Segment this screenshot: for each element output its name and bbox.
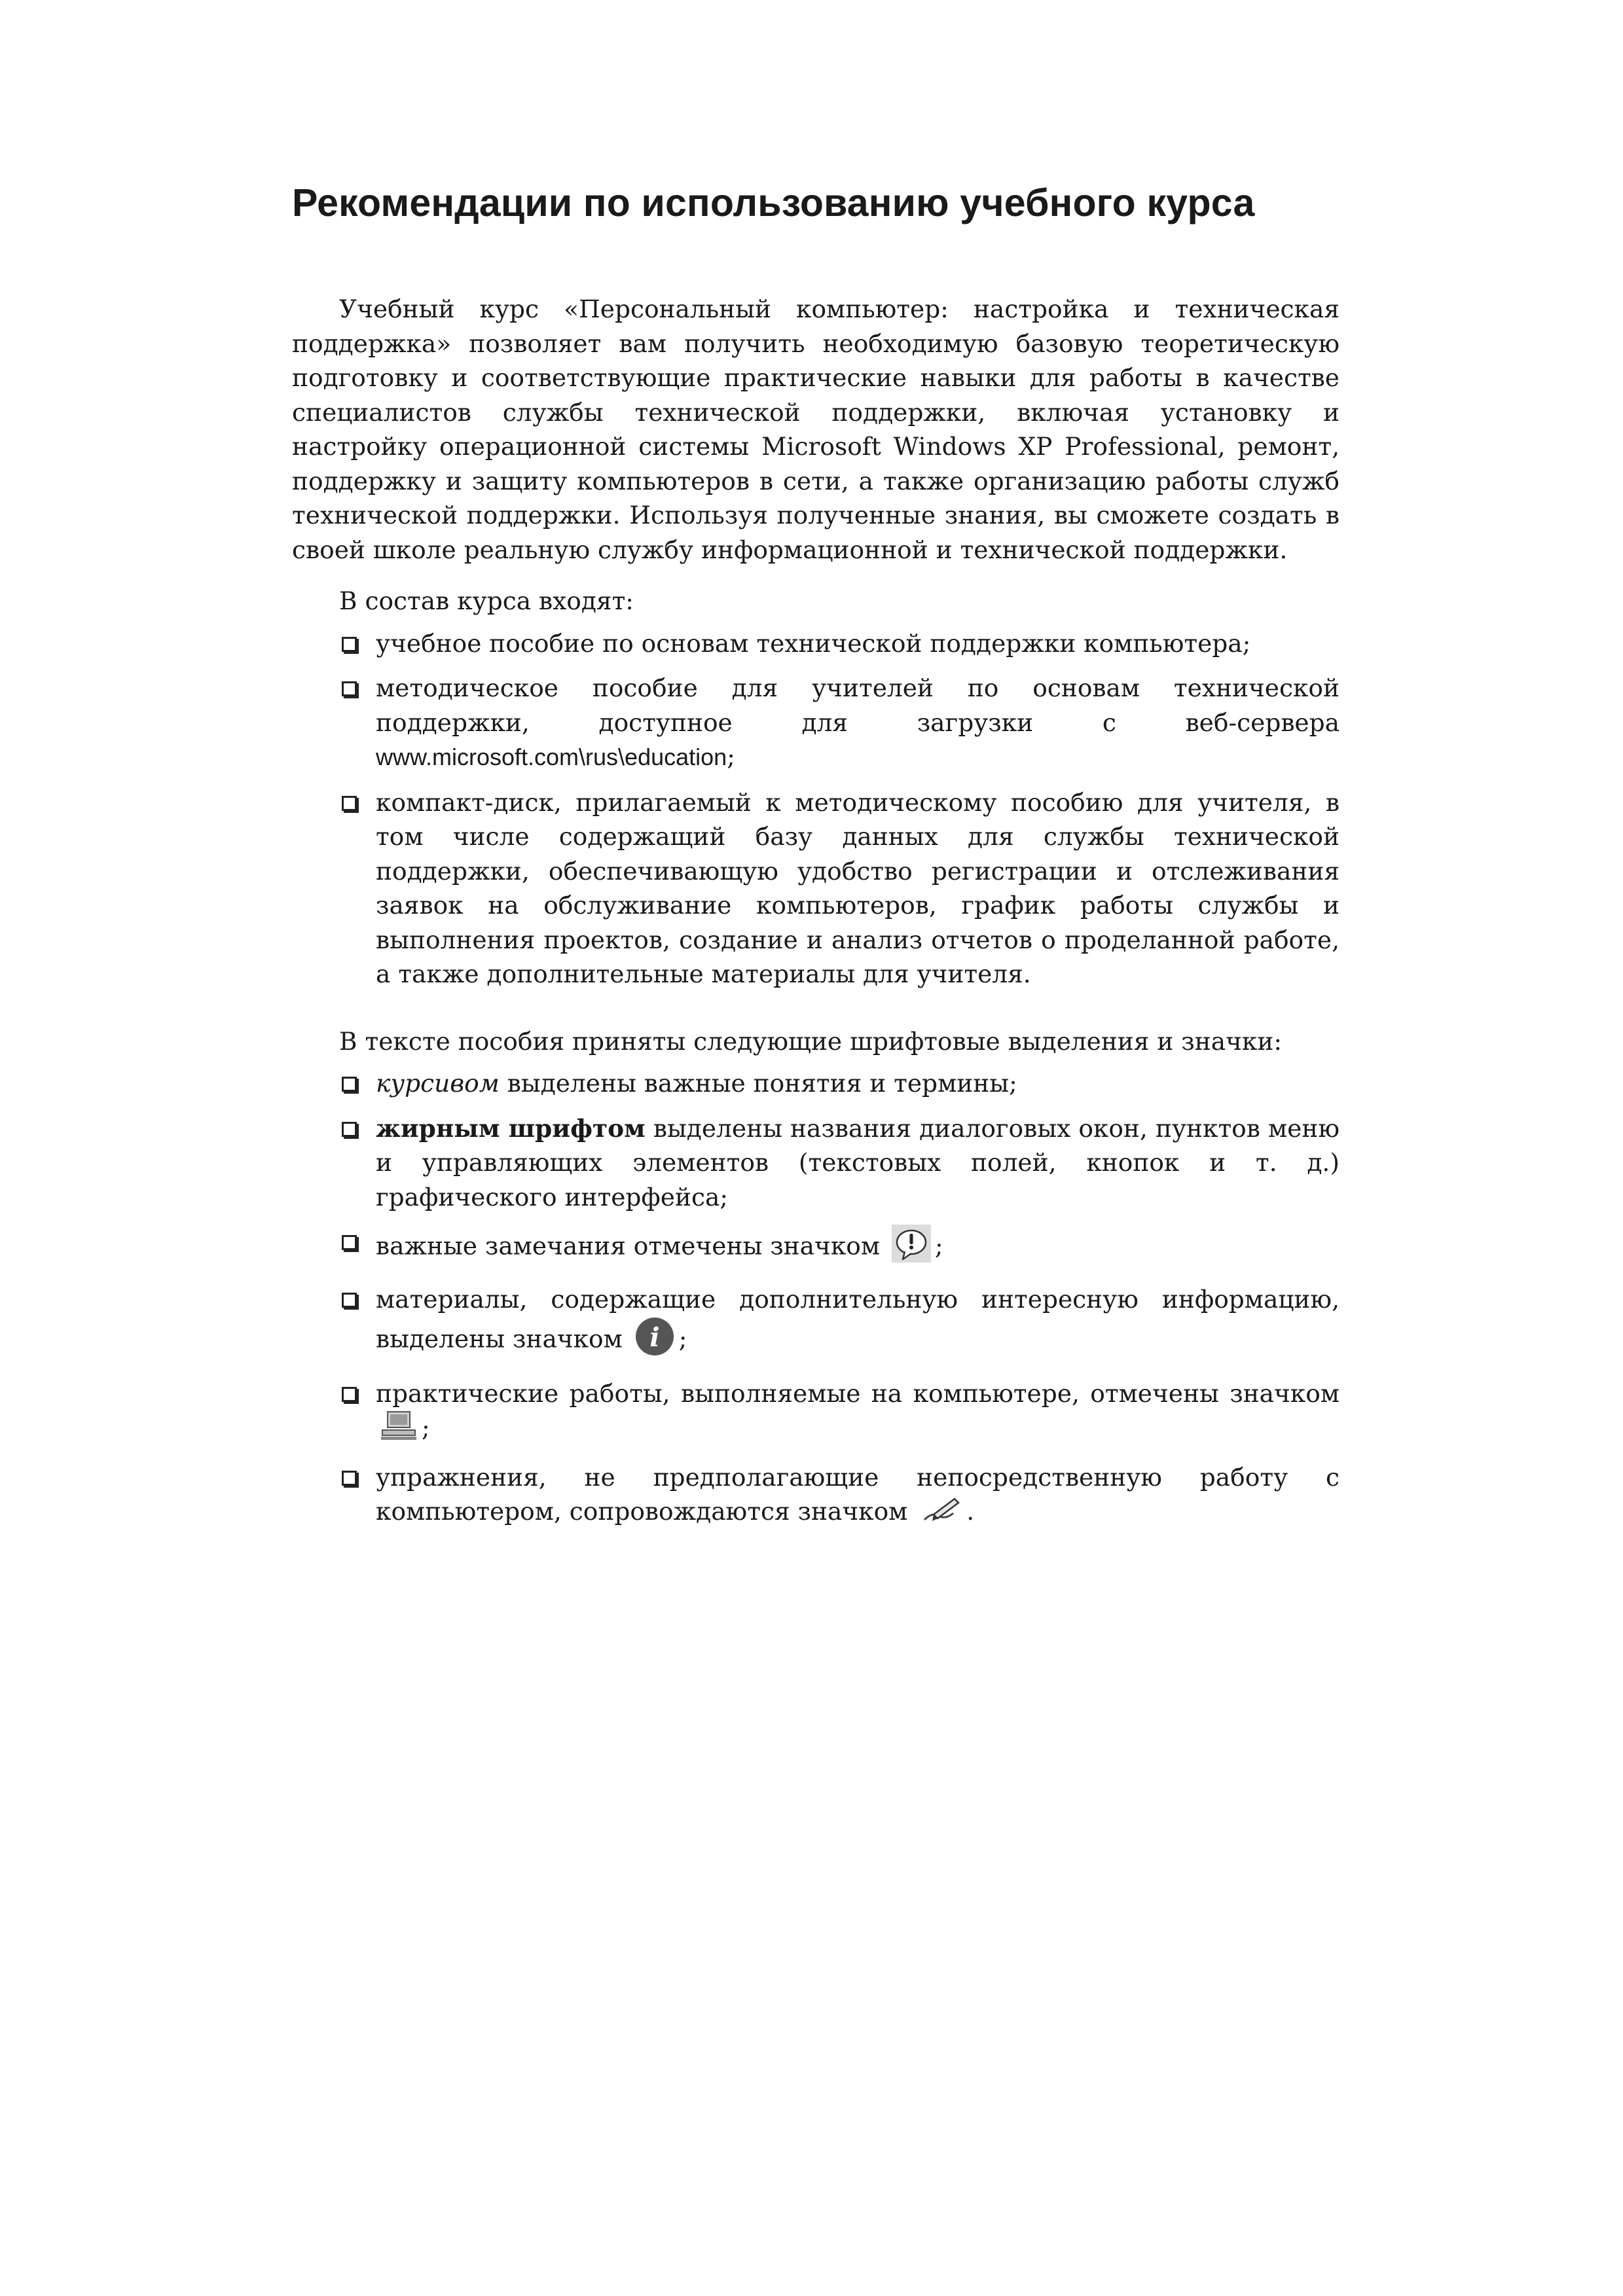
page-title: Рекомендации по использованию учебного курса — [292, 181, 1255, 224]
list-item: материалы, содержащие дополнительную интересную информацию, выделены значком i ; — [292, 1282, 1340, 1366]
list-item: упражнения, не предполагающие непосредственную работу с компьютером, сопровождаются значком . — [292, 1460, 1340, 1533]
computer-icon — [380, 1410, 418, 1450]
checkbox-bullet-icon — [342, 637, 357, 652]
composition-lead: В состав курса входят: — [339, 586, 634, 615]
conventions-lead: В тексте пособия приняты следующие шрифтовые выделения и значки: — [339, 1026, 1282, 1056]
checkbox-bullet-icon — [342, 1235, 357, 1250]
list-item: важные замечания отмечены значком ; — [292, 1225, 1340, 1272]
list-item: компакт-диск, прилагаемый к методическому пособию для учителя, в том числе содержащий базу данных для службы технической поддержки, обеспечивающую удобство регистрации и отслеживания заявок на обслуживание компьютеров, график работы службы и выполнения проектов, создание и анализ отчетов о проделанной работе, а также дополнительные материалы для учителя. — [292, 785, 1340, 992]
conventions-list — [292, 1066, 1340, 1532]
list-item: методическое пособие для учителей по основам технической поддержки, доступное для загрузки с веб-сервера www.microsoft.com\rus\education; — [292, 671, 1340, 775]
checkbox-bullet-icon — [342, 1387, 357, 1402]
italic-sample: курсивом — [376, 1069, 500, 1098]
checkbox-bullet-icon — [342, 1122, 357, 1137]
intro-paragraph: Учебный курс «Персональный компьютер: настройка и техническая поддержка» позволяет вам получить необходимую базовую теоретическую подготовку и соответствующие практические навыки для работы в качестве специалистов службы технической поддержки, включая установку и настройку операционной системы Microsoft Windows XP Professional, ремонт, поддержку и защиту компьютеров в сети, а также организацию работы служб технической поддержки. Используя полученные знания, вы сможете создать в своей школе реальную службу информационной и технической поддержки. — [292, 295, 1340, 564]
svg-text:i: i — [649, 1322, 660, 1353]
bold-sample: жирным шрифтом — [376, 1113, 646, 1143]
list-item: жирным шрифтом выделены названия диалоговых окон, пунктов меню и управляющих элементов (текстовых полей, кнопок и т. д.) графического интерфейса; — [292, 1111, 1340, 1215]
list-item: учебное пособие по основам технической поддержки компьютера; — [292, 626, 1340, 661]
composition-list — [292, 626, 1340, 992]
education-url: www.microsoft.com\rus\education — [376, 744, 727, 770]
info-circle-icon — [634, 1316, 675, 1366]
list-item: курсивом выделены важные понятия и термины; — [292, 1066, 1340, 1101]
checkbox-bullet-icon — [342, 681, 357, 696]
checkbox-bullet-icon — [342, 1077, 357, 1092]
checkbox-bullet-icon — [342, 1293, 357, 1308]
checkbox-bullet-icon — [342, 796, 357, 811]
checkbox-bullet-icon — [342, 1471, 357, 1486]
list-item: практические работы, выполняемые на компьютере, отмечены значком ; — [292, 1376, 1340, 1450]
document-page — [292, 177, 1340, 1543]
exclamation-bubble-icon — [892, 1225, 931, 1272]
pencil-writing-icon — [919, 1495, 962, 1533]
